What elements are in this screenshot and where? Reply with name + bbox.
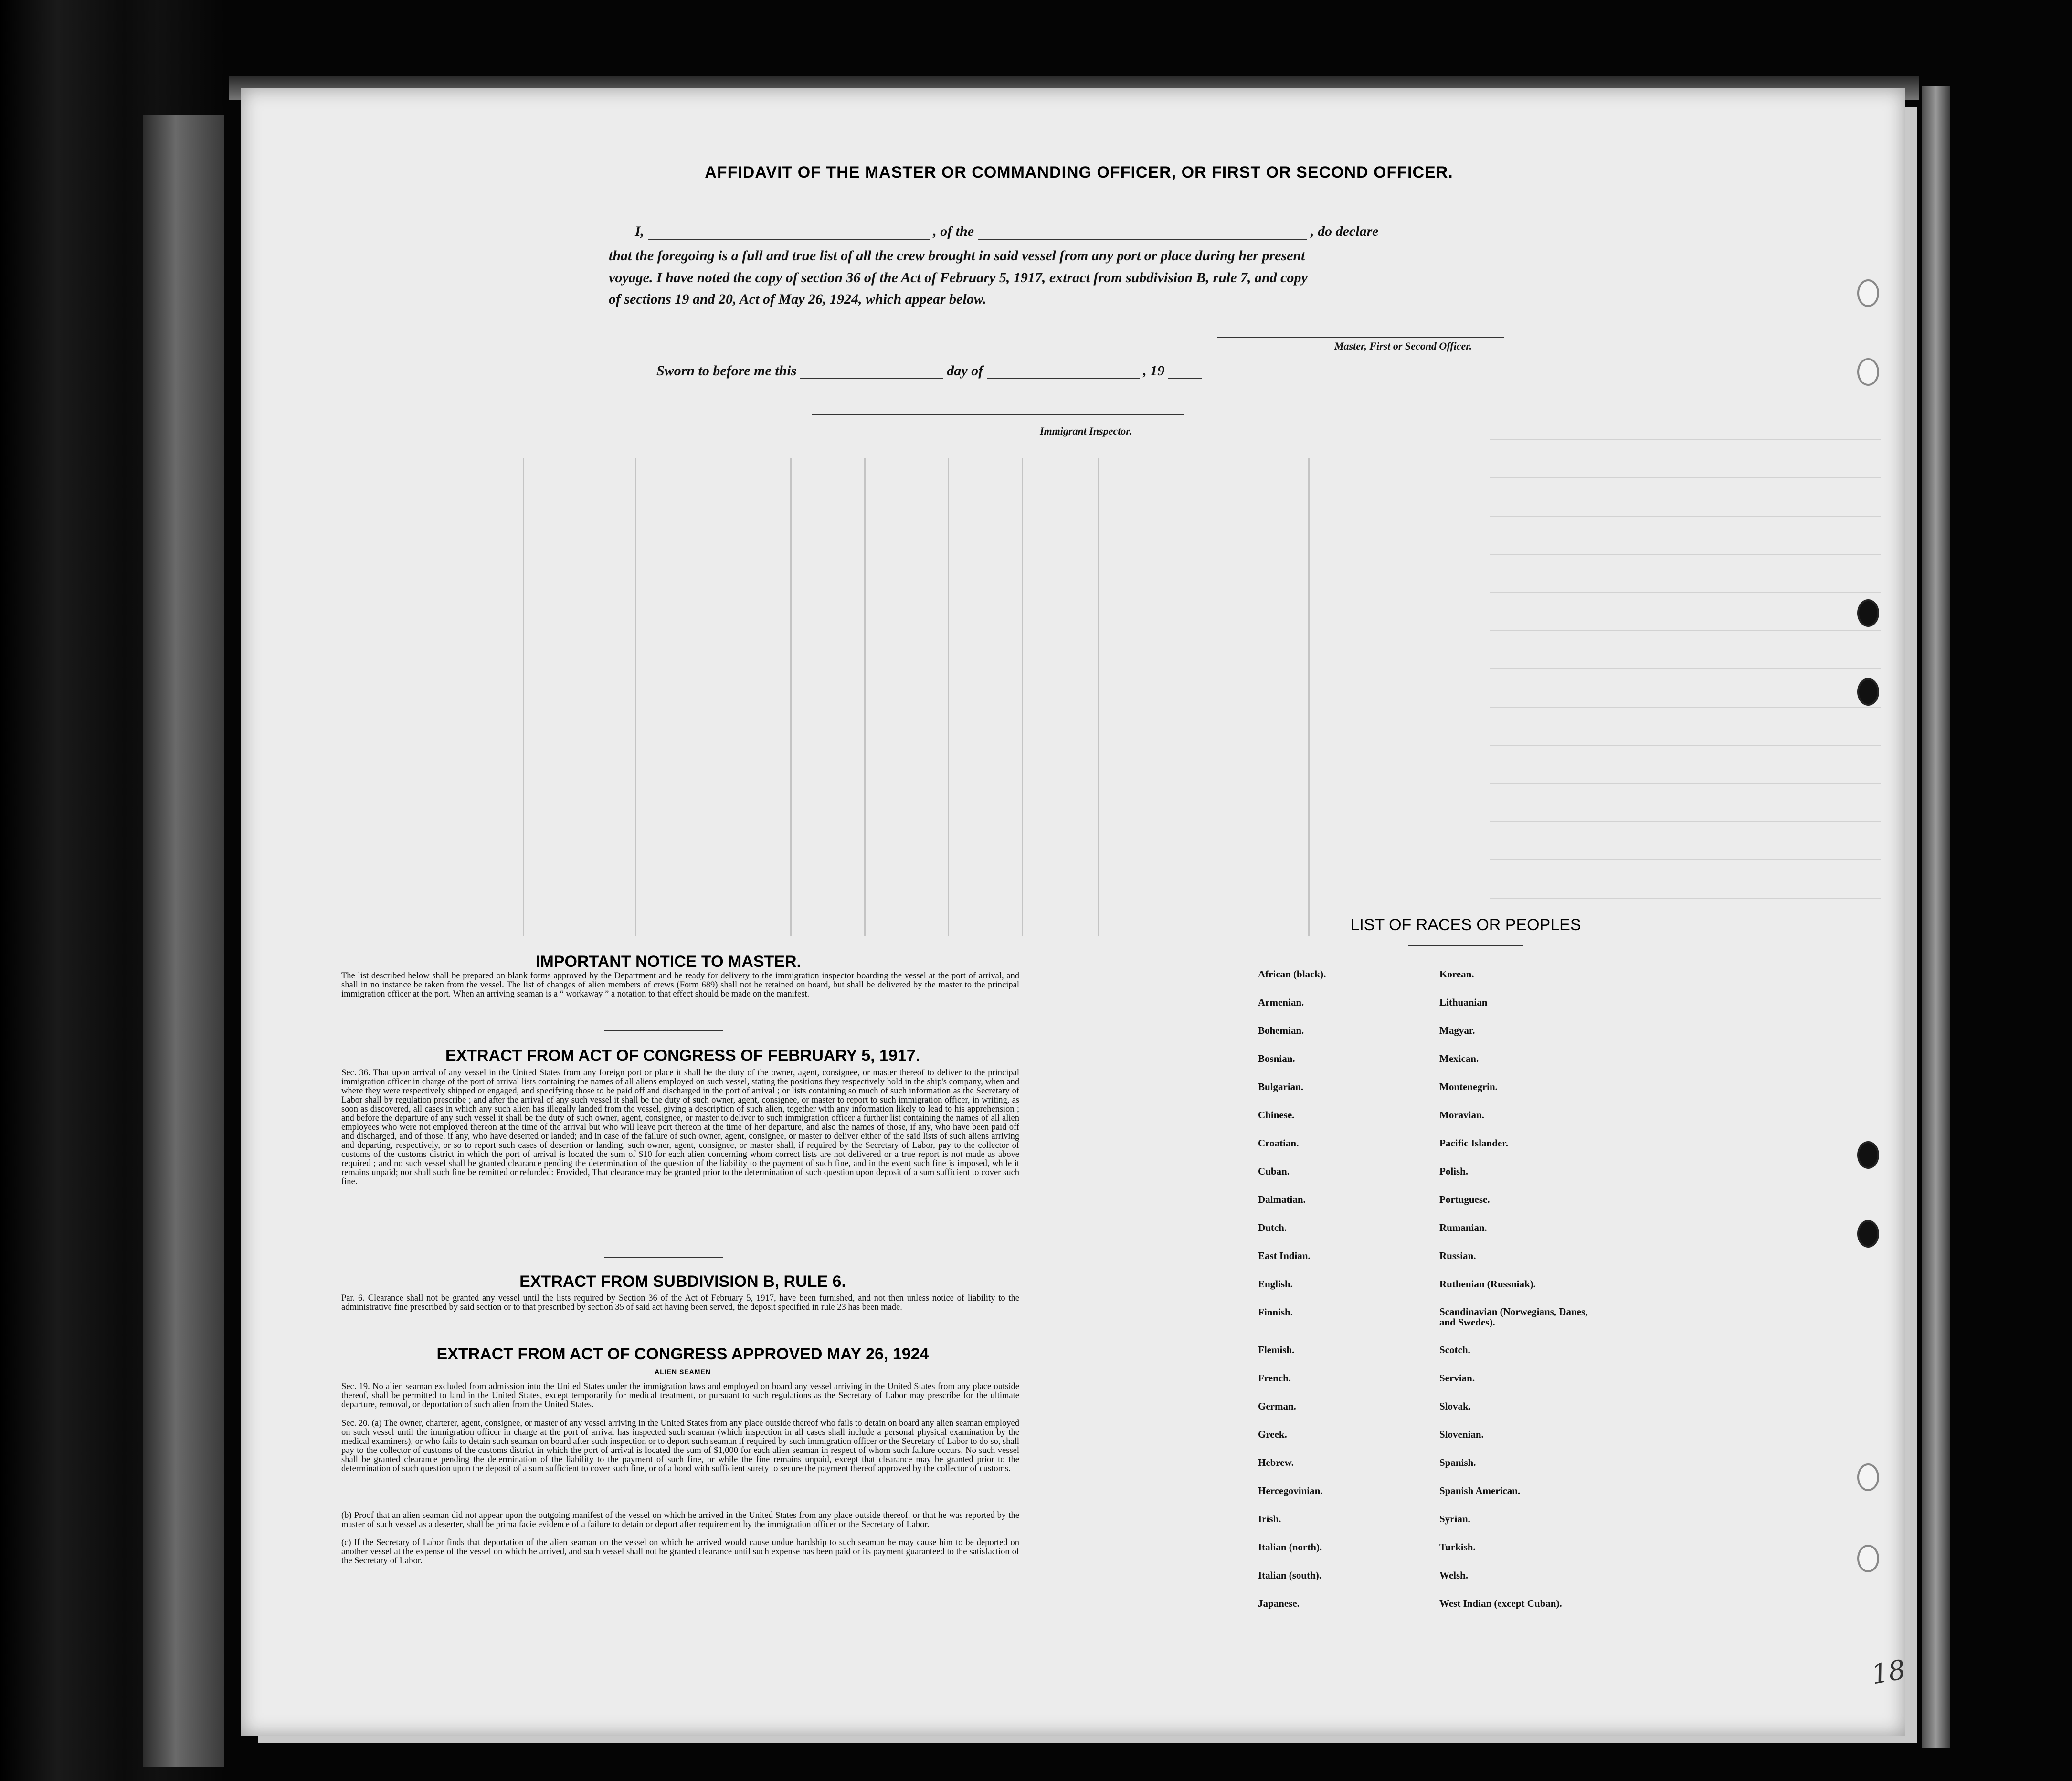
race-item: Italian (north). bbox=[1258, 1541, 1322, 1553]
race-item: Pacific Islander. bbox=[1439, 1137, 1508, 1149]
punch-hole bbox=[1857, 1545, 1879, 1572]
race-item: Welsh. bbox=[1439, 1569, 1469, 1581]
day-of-label: day of bbox=[947, 363, 983, 379]
race-item: Hebrew. bbox=[1258, 1457, 1294, 1468]
race-item: Slovenian. bbox=[1439, 1429, 1484, 1440]
race-item: Moravian. bbox=[1439, 1109, 1484, 1121]
race-item: Croatian. bbox=[1258, 1137, 1299, 1149]
punch-hole bbox=[1857, 1463, 1879, 1491]
race-item: Rumanian. bbox=[1439, 1222, 1487, 1233]
divider bbox=[1408, 945, 1523, 946]
race-item: Chinese. bbox=[1258, 1109, 1295, 1121]
race-item: Russian. bbox=[1439, 1250, 1476, 1262]
binding-edge-left bbox=[143, 115, 224, 1767]
divider bbox=[604, 1030, 723, 1031]
race-item: Mexican. bbox=[1439, 1053, 1479, 1064]
race-item: Magyar. bbox=[1439, 1025, 1475, 1036]
affidavit-of-the: , of the bbox=[933, 223, 974, 239]
affidavit-line-4: of sections 19 and 20, Act of May 26, 1924, which appear below. bbox=[609, 291, 987, 307]
race-item: Scotch. bbox=[1439, 1344, 1470, 1356]
race-item: Italian (south). bbox=[1258, 1569, 1322, 1581]
races-title: LIST OF RACES OR PEOPLES bbox=[1350, 916, 1581, 934]
race-item: Montenegrin. bbox=[1439, 1081, 1498, 1092]
alien-seamen-subtitle: ALIEN SEAMEN bbox=[655, 1368, 711, 1376]
race-item: Japanese. bbox=[1258, 1598, 1300, 1609]
affidavit-line-3: voyage. I have noted the copy of section 36 of the Act of February 5, 1917, extract from subdivision B, rule 7, and copy bbox=[609, 270, 1308, 286]
notice-title: IMPORTANT NOTICE TO MASTER. bbox=[536, 953, 801, 971]
affidavit-line-1 bbox=[635, 223, 1378, 240]
race-item: Flemish. bbox=[1258, 1344, 1295, 1356]
binding-edge-right bbox=[1922, 86, 1950, 1748]
race-item: French. bbox=[1258, 1372, 1291, 1384]
race-item: East Indian. bbox=[1258, 1250, 1311, 1262]
race-item: Dutch. bbox=[1258, 1222, 1287, 1233]
punch-hole bbox=[1857, 599, 1879, 627]
sworn-year-field[interactable] bbox=[1168, 367, 1202, 379]
inspector-signature-line[interactable] bbox=[812, 414, 1184, 415]
race-item: Syrian. bbox=[1439, 1513, 1470, 1525]
sworn-day-field[interactable] bbox=[800, 367, 943, 379]
extract-rule6-text: Par. 6. Clearance shall not be granted any vessel until the lists required by Section 36 of the Act of February 5, 1917, have been furnished, and not then unless notice of liability to the administrative fine prescribed by said section or to that prescribed by section 35 of said act having been served, the deposit specified in rule 23 has been made. bbox=[341, 1293, 1019, 1312]
race-item: Dalmatian. bbox=[1258, 1194, 1306, 1205]
race-item: Bohemian. bbox=[1258, 1025, 1304, 1036]
sworn-month-field[interactable] bbox=[987, 367, 1140, 379]
race-item: Scandinavian (Norwegians, Danes, and Swedes). bbox=[1439, 1306, 1588, 1328]
race-item: English. bbox=[1258, 1278, 1293, 1290]
race-item: Turkish. bbox=[1439, 1541, 1476, 1553]
affidavit-i: I, bbox=[635, 223, 645, 239]
master-name-field[interactable] bbox=[648, 227, 930, 240]
document-page bbox=[241, 88, 1905, 1736]
master-signature-label: Master, First or Second Officer. bbox=[1334, 340, 1472, 352]
punch-hole bbox=[1857, 279, 1879, 307]
page-number: 18 bbox=[1869, 1654, 1908, 1691]
race-item: Irish. bbox=[1258, 1513, 1281, 1525]
race-item: Polish. bbox=[1439, 1166, 1469, 1177]
race-item: Servian. bbox=[1439, 1372, 1475, 1384]
race-item: Spanish American. bbox=[1439, 1485, 1521, 1496]
year-prefix-label: , 19 bbox=[1143, 363, 1165, 379]
punch-hole bbox=[1857, 1220, 1879, 1248]
race-item: Portuguese. bbox=[1439, 1194, 1490, 1205]
race-item: Armenian. bbox=[1258, 997, 1304, 1008]
sworn-before-label: Sworn to before me this bbox=[656, 363, 797, 379]
extract-1917-title: EXTRACT FROM ACT OF CONGRESS OF FEBRUARY 5, 1917. bbox=[445, 1047, 920, 1065]
extract-1924-title: EXTRACT FROM ACT OF CONGRESS APPROVED MAY 26, 1924 bbox=[436, 1345, 929, 1363]
extract-1917-text: Sec. 36. That upon arrival of any vessel in the United States from any foreign port or place it shall be the duty of the owner, agent, consignee, or master thereof to deliver to the principal immigration officer in charge of the port of arrival lists containing the names of all aliens employed on such vessel, stating the positions they respectively hold in the ship's company, when and where they were respectively shipped or engaged, and specifying those to be paid off and discharged in the port of arrival ; or lists containing so much of such information as the Secretary of Labor shall by regulation prescribe ; and after the arrival of any such vessel it shall be the duty of such owner, agent, consignee, or master to report to such immigration officer, in writing, as soon as discovered, all cases in which any such alien has illegally landed from the vessel, giving a description of such alien, together with any information likely to lead to his apprehension ; and before the departure of any such vessel it shall be the duty of such owner, agent, consignee, or master to deliver to such immigration officer a further list containing the names of all alien employees who were not employed thereon at the time of the arrival but who will leave port thereon at the time of her departure, and also the names of those, if any, who have been paid off and discharged, and of those, if any, who have deserted or landed; and in case of the failure of such owner, agent, consignee, or master to deliver either of the said lists of such aliens arriving and departing, respectively, or so to report such cases of desertion or landing, such owner, agent, consignee, or master shall, if required by the Secretary of Labor, pay to the collector of customs of the customs district in which the port of arrival is located the sum of $10 for each alien concerning whom correct lists are not delivered or a true report is not made as above required ; and no such vessel shall be granted clearance pending the determination of the question of the liability to the payment of such fine, and in the event such fine is imposed, while it remains unpaid; nor shall such fine be remitted or refunded: Provided, That clearance may be granted prior to the determination of such question upon deposit of a sum sufficient to cover such fine. bbox=[341, 1068, 1019, 1187]
race-item: German. bbox=[1258, 1400, 1296, 1412]
race-item: Bosnian. bbox=[1258, 1053, 1295, 1064]
punch-hole bbox=[1857, 678, 1879, 706]
sec20c-text: (c) If the Secretary of Labor finds that deportation of the alien seaman on the vessel on which he arrived would cause undue hardship to such seaman he may cause him to be deported on another vessel at the expense of the vessel on which he arrived, and such vessel shall not be granted clearance until such expense has been paid or its payment guaranteed to the satisfaction of the Secretary of Labor. bbox=[341, 1538, 1019, 1566]
race-item: Cuban. bbox=[1258, 1166, 1290, 1177]
sec20b-text: (b) Proof that an alien seaman did not appear upon the outgoing manifest of the vessel on which he arrived in the United States from any place outside thereof, or that he was reported by the master of such vessel as a deserter, shall be prima facie evidence of a failure to detain or deport after requirement by the immigration officer or the Secretary of Labor. bbox=[341, 1511, 1019, 1529]
race-item: Hercegovinian. bbox=[1258, 1485, 1323, 1496]
affidavit-line-2: that the foregoing is a full and true list of all the crew brought in said vessel from any port or place during her present bbox=[609, 248, 1305, 264]
affidavit-title: AFFIDAVIT OF THE MASTER OR COMMANDING OFFICER, OR FIRST OR SECOND OFFICER. bbox=[705, 163, 1453, 181]
race-item: Finnish. bbox=[1258, 1306, 1293, 1318]
race-item: African (black). bbox=[1258, 968, 1326, 980]
master-signature-line[interactable] bbox=[1217, 337, 1504, 338]
notice-text: The list described below shall be prepared on blank forms approved by the Department and be ready for delivery to the immigration inspector boarding the vessel at the port of arrival, and shall in no instance be taken from the vessel. The list of changes of alien members of crews (Form 689) shall not be retained on board, but shall be delivered by the master to the principal immigration officer at the port. When an arriving seaman is a “ workaway ” a notation to that effect should be made on the manifest. bbox=[341, 971, 1019, 999]
race-item: Ruthenian (Russniak). bbox=[1439, 1278, 1536, 1290]
race-item: Slovak. bbox=[1439, 1400, 1471, 1412]
punch-hole bbox=[1857, 1141, 1879, 1169]
race-item: Spanish. bbox=[1439, 1457, 1476, 1468]
vessel-name-field[interactable] bbox=[978, 227, 1307, 240]
sec20a-text: Sec. 20. (a) The owner, charterer, agent, consignee, or master of any vessel arriving in the United States from any place outside thereof who fails to detain on board any alien seaman employed on such vessel until the immigration officer in charge at the port of arrival has inspected such seaman (which inspection in all cases shall include a personal physical examination by the medical examiners), or who fails to detain such seaman on board after such inspection or to deport such seaman if required by such immigration officer or the Secretary of Labor to do so, shall pay to the collector of customs of the customs district in which the port of arrival is located the sum of $1,000 for each alien seaman in respect of whom such failure occurs. No such vessel shall be granted clearance pending the determination of the liability to the payment of such fine, or while the fine remains unpaid, except that clearance may be granted prior to the determination of such question upon the deposit of a sum sufficient to cover such fine, or of a bond with sufficient surety to secure the payment thereof approved by the collector of customs. bbox=[341, 1419, 1019, 1474]
sec19-text: Sec. 19. No alien seaman excluded from admission into the United States under the immigration laws and employed on board any vessel arriving in the United States from any place outside thereof, shall be permitted to land in the United States, except temporarily for medical treatment, or pursuant to such regulations as the Secretary of Labor may prescribe for the ultimate departure, removal, or deportation of such alien from the United States. bbox=[341, 1382, 1019, 1410]
inspector-signature-label: Immigrant Inspector. bbox=[1040, 425, 1132, 437]
race-item: West Indian (except Cuban). bbox=[1439, 1598, 1562, 1609]
punch-hole bbox=[1857, 358, 1879, 386]
race-item: Greek. bbox=[1258, 1429, 1287, 1440]
race-item: Korean. bbox=[1439, 968, 1474, 980]
extract-rule6-title: EXTRACT FROM SUBDIVISION B, RULE 6. bbox=[519, 1272, 846, 1291]
race-item: Bulgarian. bbox=[1258, 1081, 1304, 1092]
handwriting-mark bbox=[1661, 415, 1672, 455]
race-item: Lithuanian bbox=[1439, 997, 1488, 1008]
sworn-line bbox=[656, 363, 1202, 379]
divider bbox=[604, 1257, 723, 1258]
affidavit-do-declare: , do declare bbox=[1311, 223, 1379, 239]
